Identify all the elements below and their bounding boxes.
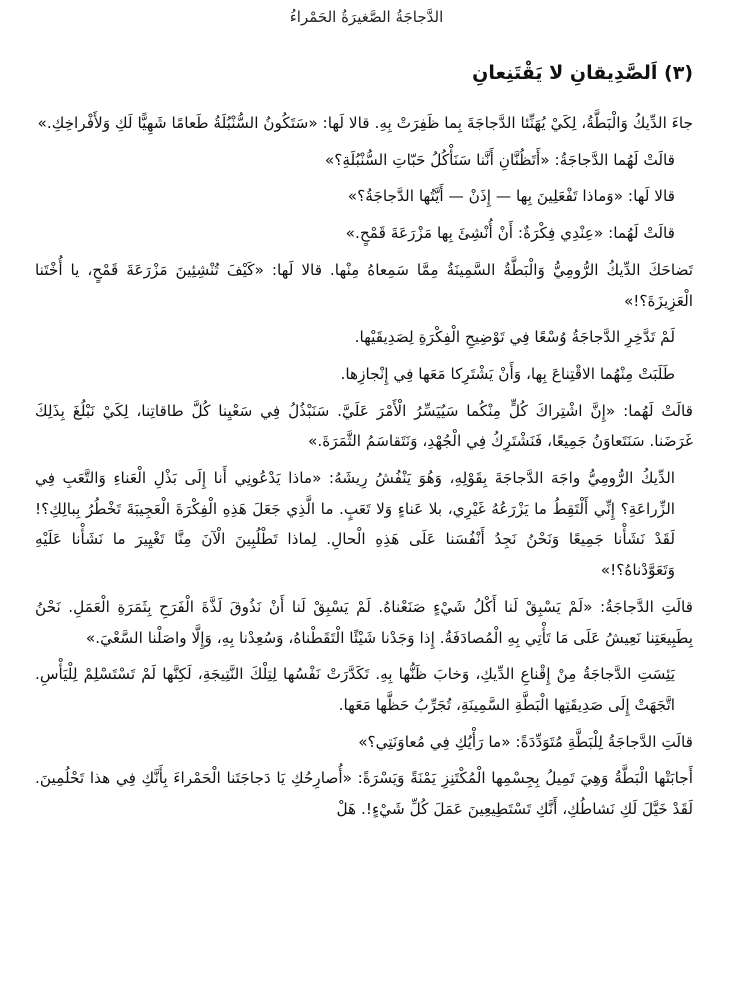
paragraph: قالَتْ لَهُما: «عِنْدِي فِكْرَةٌ: أَنْ أُنْشِئَ بِها مَزْرَعَةَ قَمْحٍ.» xyxy=(345,224,675,243)
paragraph: طَلَبَتْ مِنْهُما الاقْتِناعَ بِها، وَأَنْ يَشْتَرِكا مَعَها فِي إِنْجازِها. xyxy=(340,364,675,383)
paragraph: لَمْ تَدَّخِرِ الدَّجاجَةُ وُسْعًا فِي تَوْضِيحِ الْفِكْرَةِ لِصَدِيقَيْها. xyxy=(354,328,675,347)
paragraph: يَئِسَتِ الدَّجاجَةُ مِنْ إِقْناعِ الدِّيكِ، وَخابَ ظَنُّها بِهِ. تَكَدَّرَتْ نَفْسُها لِتِلْكَ النَّتِيجَةِ، لَكِنَّها لَمْ تَسْتَسْلِمْ لِلْيَأْسِ. اتَّجَهَتْ إِلَى صَدِيقَتِها الْبَطَّةِ السَّمِينَةِ، تُجَرِّبُ حَظَّها مَعَها. xyxy=(35,665,675,714)
paragraph: أَجابَتْها الْبَطَّةُ وَهِيَ تَمِيلُ بِجِسْمِها الْمُكْتَنِزِ يَمْنَةً وَيَسْرَةً: «أُصارِحُكِ يَا دَجاجَتَنا الْحَمْراءَ بِأَنَّكِ فِي هذا تَحْلُمِينَ. لَقَدْ خَيَّلَ لَكِ نَشاطُكِ، أَنَّكِ تَسْتَطِيعِينَ عَمَلَ كُلِّ شَيْءٍ!. هَلْ xyxy=(35,769,693,819)
paragraph: جاءَ الدِّيكُ وَالْبَطَّةُ، لِكَيْ يُهَنِّئا الدَّجاجَةَ بِما ظَفِرَتْ بِهِ. قالا لَها: «سَتَكُونُ السُّنْبُلَةُ طَعامًا شَهِيًّا لَكِ وَلأَفْراخِكِ.» xyxy=(37,114,693,132)
paragraph: قالَتْ لَهُما الدَّجاجَةُ: «أَتَظُنَّانِ أَنَّنا سَنَأْكُلُ حَبّاتِ السُّنْبُلَةِ؟» xyxy=(324,150,675,169)
paragraph: قالَتِ الدَّجاجَةُ لِلْبَطَّةِ مُتَوَدِّدَةً: «ما رَأْيُكِ فِي مُعاوَنَتِي؟» xyxy=(358,732,693,751)
paragraph: قالَتِ الدَّجاجَةُ: «لَمْ يَسْبِقْ لَنا أَكْلُ شَيْءٍ صَنَعْناهُ. لَمْ يَسْبِقْ لَنا أَنْ نَذُوقَ لَذَّةَ الْفَرَحِ بِثَمَرَةِ الْعَمَلِ. نَحْنُ بِطَبِيعَتِنا نَعِيشُ عَلَى مَا تَأْتِي بِهِ الْمُصادَفَةُ. إِذا وَجَدْنا شَيْئًا الْتَقَطْناهُ، وَسُعِدْنا بِهِ، وَإِلَّا واصَلْنا السَّعْيَ.» xyxy=(35,597,693,647)
paragraph: قالا لَها: «وَماذا تَفْعَلِينَ بِها — إِذَنْ — أَيَّتُها الدَّجاجَةُ؟» xyxy=(347,187,675,206)
chapter-body xyxy=(35,108,693,831)
paragraph: تَضاحَكَ الدِّيكُ الرُّومِيُّ وَالْبَطَّةُ السَّمِينَةُ مِمَّا سَمِعاهُ مِنْها. قالا لَها: «كَيْفَ تُنْشِئِينَ مَزْرَعَةَ قَمْحٍ، يا أُخْتَنا الْعَزِيزَةَ؟!» xyxy=(35,260,693,310)
paragraph: قالَتْ لَهُما: «إِنَّ اشْتِراكَ كُلٍّ مِنْكُما سَيُيَسِّرُ الْأَمْرَ عَلَيَّ. سَنَبْذُلُ فِي سَعْيِنا كُلَّ طاقاتِنا، لِكَيْ نَبْلُغَ بِذَلِكَ غَرَضَنا. سَنَتَعاوَنُ جَمِيعًا، فَنَشْتَرِكُ فِي الْجُهْدِ، وَنَتَقاسَمُ الثَّمَرَةَ.» xyxy=(35,401,693,451)
paragraph: الدِّيكُ الرُّومِيُّ واجَهَ الدَّجاجَةَ بِقَوْلِهِ، وَهُوَ يَنْفُشُ رِيشَهُ: «ماذا يَدْعُونِي أَنا إِلَى بَذْلِ الْعَناءِ وَالتَّعَبِ فِي الزِّراعَةِ؟ إِنِّي أَلْتَقِطُ ما يَزْرَعُهُ غَيْرِي، بلا عَناءٍ وَلا تَعَبٍ. ما الَّذِي جَعَلَ هَذِهِ الْفِكْرَةَ الْعَجِيبَةَ تَخْطُرُ بِبالِكِ؟! لَقَدْ نَشَأْنا جَمِيعًا وَنَحْنُ نَجِدُ أَنْفُسَنا عَلَى هَذِهِ الْحالِ. لِماذا تَطْلُبِينَ الْآنَ مِنَّا تَغْيِيرَ ما نَشَأْنا عَلَيْهِ وَتَعَوَّدْناهُ؟!» xyxy=(35,469,675,580)
running-header: الدَّجاجَةُ الصَّغيرَةُ الحَمْراءُ xyxy=(289,8,444,26)
chapter-title: (٣) اَلصَّدِيقانِ لا يَقْتَنِعانِ xyxy=(472,62,693,84)
